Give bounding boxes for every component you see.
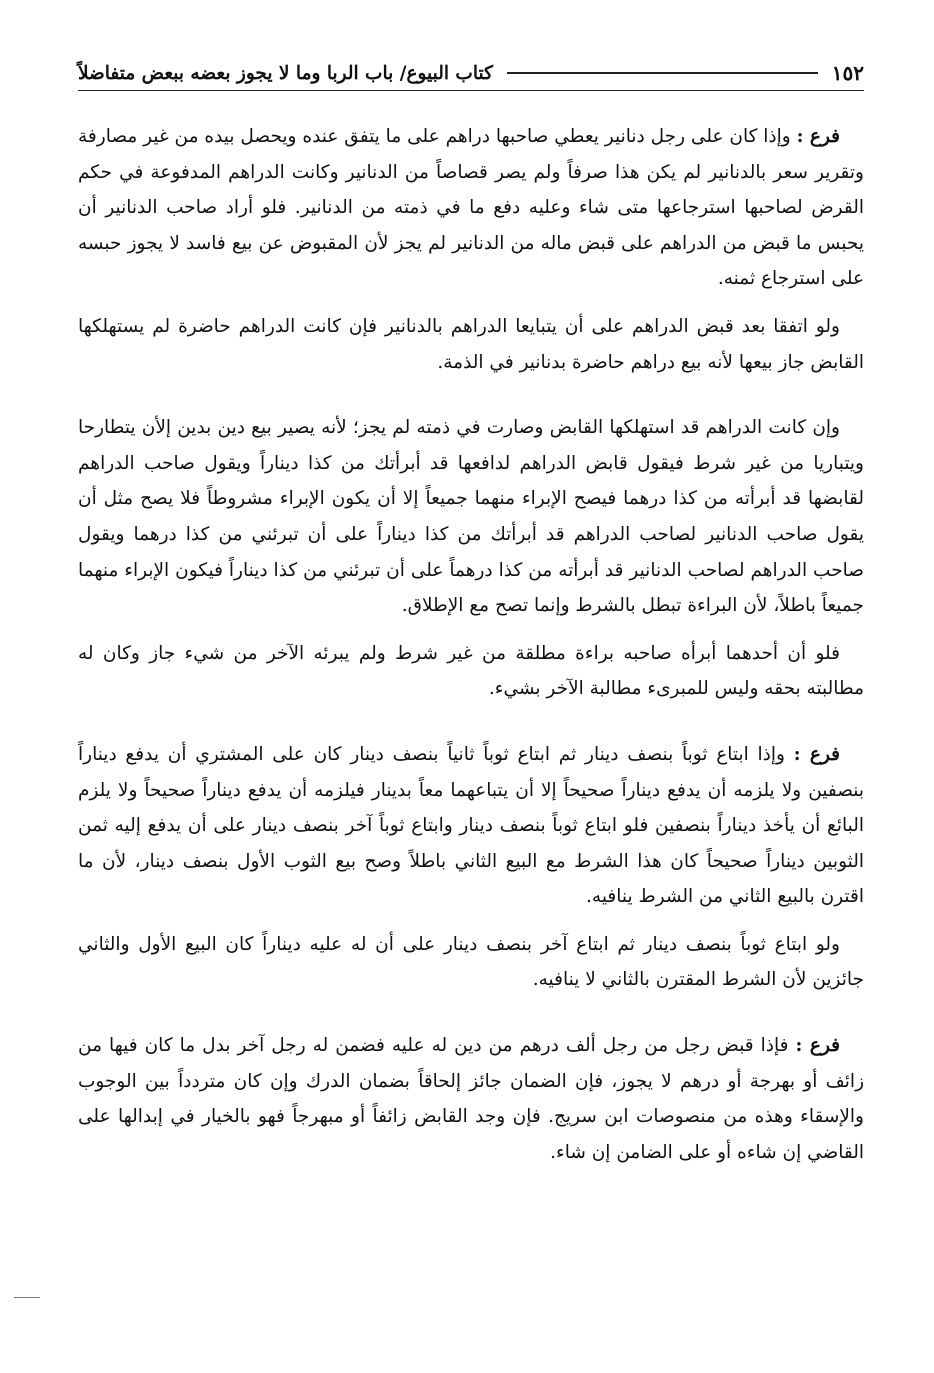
paragraph-2 — [78, 309, 864, 380]
paragraph-text: فلو أن أحدهما أبرأه صاحبه براءة مطلقة من غير شرط ولم يبرئه الآخر من شيء جاز وكان له مطالبته بحقه وليس للمبرىء مطالبة الآخر بشيء. — [78, 642, 864, 700]
paragraph-text: وإذا ابتاع ثوباً بنصف دينار ثم ابتاع ثوباً ثانياً بنصف دينار كان على المشتري أن يدفع ديناراً بنصفين ولا يلزمه أن يدفع ديناراً صحيحاً إلا أن يتباعهما معاً بدينار فيلزمه أن يدفع ديناراً صحيحاً ولا يلزم البائع أن يأخذ ديناراً بنصفين فلو ابتاع ثوباً بنصف دينار وابتاع ثوباً آخر بنصف دينار على أن يدفع إليه ثمن الثوبين ديناراً صحيحاً كان هذا الشرط مع البيع الثاني باطلاً وصح بيع الثوب الأول بنصف دينار، لأن ما اقترن بالبيع الثاني من الشرط ينافيه. — [78, 743, 864, 908]
book-page — [78, 56, 864, 1182]
paragraph-1 — [78, 119, 864, 297]
section-marker: فرع : — [793, 743, 841, 765]
paragraph-6 — [78, 927, 864, 998]
header-divider — [507, 72, 818, 74]
page-header — [78, 56, 864, 91]
paragraph-4 — [78, 636, 864, 707]
paragraph-text: ولو اتفقا بعد قبض الدراهم على أن يتبايعا الدراهم بالدنانير فإن كانت الدراهم حاضرة لم يستهلكها القابض جاز بيعها لأنه بيع دراهم حاضرة بدنانير في الذمة. — [78, 315, 864, 373]
paragraph-text: وإن كانت الدراهم قد استهلكها القابض وصارت في ذمته لم يجز؛ لأنه يصير بيع دين بدين إلأن يتطارحا ويتباريا من غير شرط فيقول قابض الدراهم لدافعها قد أبرأتك من كذا ديناراً ويقول صاحب الدراهم لقابضها قد أبرأته من كذا درهما فيصح الإبراء منهما جميعاً إلا أن يكون الإبراء مشروطاً فلا يصح مثل أن يقول صاحب الدنانير لصاحب الدراهم قد أبرأتك من كذا ديناراً على أن تبرئني من كذا درهما ويقول صاحب الدراهم لصاحب الدنانير قد أبرأته من كذا درهماً على أن تبرئني من كذا ديناراً فيكون الإبراء منهما جميعاً باطلاً، لأن البراءة تبطل بالشرط وإنما تصح مع الإطلاق. — [78, 417, 864, 617]
paragraph-7 — [78, 1028, 864, 1170]
paragraph-text: ولو ابتاع ثوباً بنصف دينار ثم ابتاع آخر بنصف دينار على أن له عليه ديناراً كان البيع الأول والثاني جائزين لأن الشرط المقترن بالثاني لا ينافيه. — [78, 933, 864, 991]
paragraph-text: وإذا كان على رجل دنانير يعطي صاحبها دراهم على ما يتفق عنده ويحصل بيده من غير مصارفة وتقرير سعر بالدنانير لم يكن هذا صرفاً ولم يصر قصاصاً من الدنانير وكانت الدراهم المدفوعة في حكم القرض لصاحبها استرجاعها متى شاء وعليه دفع ما في ذمته من الدنانير. فلو أراد صاحب الدنانير أن يحبس ما قبض من الدراهم على قبض ماله من الدنانير لم يجز لأن المقبوض عن بيع فاسد لا يجوز حبسه على استرجاع ثمنه. — [78, 126, 864, 290]
paragraph-5 — [78, 737, 864, 915]
paragraph-text: فإذا قبض رجل من رجل ألف درهم من دين له عليه فضمن له رجل آخر بدل ما كان فيها من زائف أو بهرجة أو درهم لا يجوز، فإن الضمان جائز إلحاقاً بضمان الدرك وإن كان متردداً بين الوجوب والإسقاء وهذه من منصوصات ابن سريج. فإن وجد القابض زائفاً أو مبهرجاً فهو بالخيار في إبدالها على القاضي إن شاءه أو على الضامن إن شاء. — [78, 1035, 864, 1163]
paragraph-3 — [78, 410, 864, 624]
section-marker: فرع : — [796, 126, 841, 147]
running-title: كتاب البيوع/ باب الربا وما لا يجوز بعضه ببعض متفاضلاً — [78, 62, 493, 84]
page-number: ١٥٢ — [831, 61, 864, 85]
section-marker: فرع : — [795, 1035, 840, 1057]
margin-mark — [14, 1297, 40, 1298]
